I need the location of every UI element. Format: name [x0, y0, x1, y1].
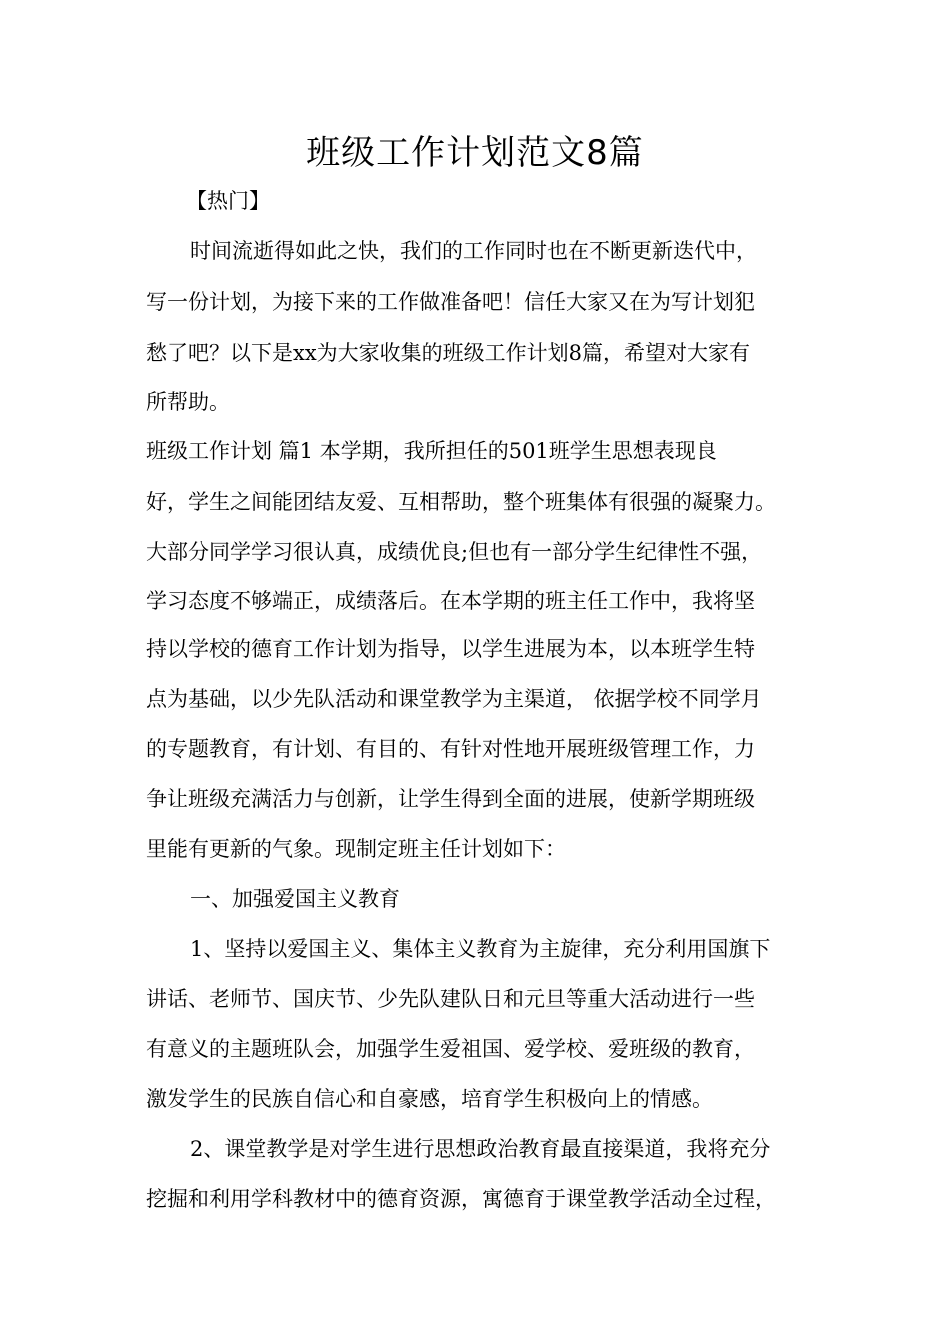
body-line: 愁了吧？以下是xx为大家收集的班级工作计划8篇，希望对大家有	[146, 341, 751, 365]
body-line: 持以学校的德育工作计划为指导，以学生进展为本，以本班学生特	[146, 637, 755, 661]
body-line: 时间流逝得如此之快，我们的工作同时也在不断更新迭代中，	[190, 239, 757, 263]
body-line: 激发学生的民族自信心和自豪感，培育学生积极向上的情感。	[146, 1087, 713, 1111]
body-line: 挖掘和利用学科教材中的德育资源，寓德育于课堂教学活动全过程，	[146, 1187, 776, 1211]
body-line: 1、坚持以爱国主义、集体主义教育为主旋律，充分利用国旗下	[190, 937, 771, 961]
body-line: 有意义的主题班队会，加强学生爱祖国、爱学校、爱班级的教育，	[146, 1037, 755, 1061]
body-line: 的专题教育，有计划、有目的、有针对性地开展班级管理工作，力	[146, 737, 755, 761]
body-line: 争让班级充满活力与创新，让学生得到全面的进展，使新学期班级	[146, 787, 755, 811]
body-line: 里能有更新的气象。现制定班主任计划如下：	[146, 837, 566, 861]
hot-tag: 【热门】	[186, 189, 270, 213]
body-line: 点为基础，以少先队活动和课堂教学为主渠道， 依据学校不同学月	[146, 687, 762, 711]
body-line: 班级工作计划 篇1 本学期，我所担任的501班学生思想表现良	[146, 439, 717, 463]
body-line: 所帮助。	[146, 390, 230, 414]
body-line: 好，学生之间能团结友爱、互相帮助，整个班集体有很强的凝聚力。	[146, 490, 776, 514]
body-line: 2、课堂教学是对学生进行思想政治教育最直接渠道，我将充分	[190, 1137, 771, 1161]
body-line: 学习态度不够端正，成绩落后。在本学期的班主任工作中，我将坚	[146, 589, 755, 613]
body-line: 写一份计划，为接下来的工作做准备吧！信任大家又在为写计划犯	[146, 290, 755, 314]
body-line: 讲话、老师节、国庆节、少先队建队日和元旦等重大活动进行一些	[146, 987, 755, 1011]
document-title: 班级工作计划范文8篇	[306, 133, 644, 173]
body-line: 大部分同学学习很认真，成绩优良;但也有一部分学生纪律性不强，	[146, 540, 763, 564]
section-heading: 一、加强爱国主义教育	[190, 887, 400, 911]
